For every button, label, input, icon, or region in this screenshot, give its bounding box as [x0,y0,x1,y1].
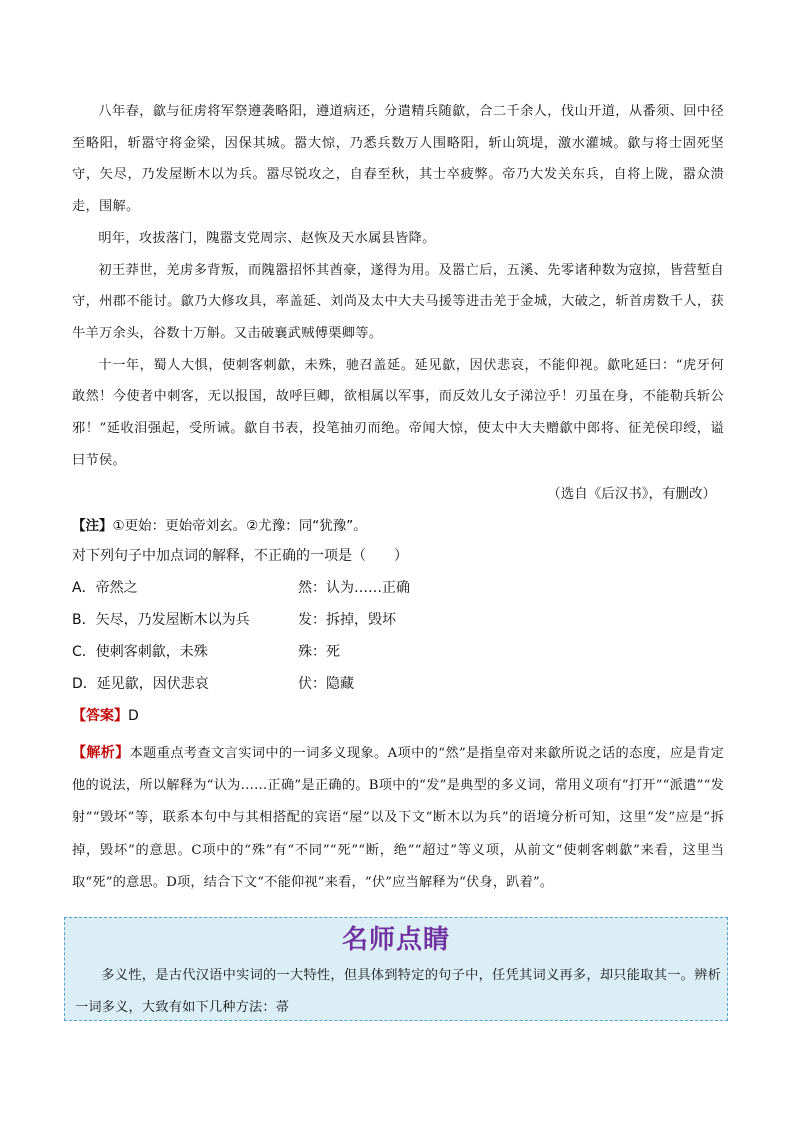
note-text: ①更始：更始帝刘玄。②尤豫：同“犹豫”。 [112,518,367,534]
option-d [72,673,732,695]
option-c [72,641,732,663]
passage-paragraph-4: 十一年，蜀人大惧，使刺客刺歙，未殊，驰召盖延。延见歙，因伏悲哀，不能仰视。歙叱延曰：“虎牙何敢然！今使者中刺客，无以报国，故呼巨卿，欲相属以军事，而反效儿女子涕泣乎！刃虽在身，不能勒兵斩公邪！”延收泪强起，受所诫。歙自书表，投笔抽刃而绝。帝闻大惊，使太中大夫赠歙中郎将、征羌侯印绶，谥曰节侯。 [72,357,724,468]
teacher-tip-box [64,917,728,1021]
note-label: 【注】 [72,518,113,534]
answer-value: D [128,708,139,724]
analysis-block [72,737,724,899]
analysis-text: 本题重点考查文言实词中的一词多义现象。A项中的“然”是指皇帝对来歙所说之话的态度，应是肯定他的说法，所以解释为“认为……正确”是正确的。B项中的“发”是典型的多义词，常用义项有“打开”“派遣”“发射”“毁坏”等，联系本句中与其相搭配的宾语“屋”以及下文“断木以为兵”的语境分析可知，这里“发”应是“拆掉，毁坏”的意思。C项中的“殊”有“不同”“死”“断，绝”“超过”等义项，从前文“使刺客刺歙”来看，这里当取“死”的意思。D项，结合下文“不能仰视”来看，“伏”应当解释为“伏身，趴着”。 [72,746,724,890]
option-c-explanation: 殊：死 [298,644,340,660]
passage-paragraph-1: 八年春，歙与征虏将军祭遵袭略阳，遵道病还，分遣精兵随歙，合二千余人，伐山开道，从番须、回中径至略阳，斩嚣守将金梁，因保其城。嚣大惊，乃悉兵数万人围略阳，斩山筑堤，激水灌城。歙与将士固死坚守，矢尽，乃发屋断木以为兵。嚣尽锐攻之，自春至秋，其士卒疲弊。帝乃大发关东兵，自将上陇，嚣众溃走，围解。 [72,104,724,215]
option-b-sentence: B．矢尽，乃发屋断木以为兵 [72,612,250,628]
passage-paragraph-3: 初王莽世，羌虏多背叛，而隗嚣招怀其酋豪，遂得为用。及嚣亡后，五溪、先零诸种数为寇掠，皆营堑自守，州郡不能讨。歙乃大修攻具，率盖延、刘尚及太中大夫马援等进击羌于金城，大破之，斩首虏数千人，获牛羊万余头，谷数十万斛。又击破襄武贼傅栗卿等。 [72,262,724,341]
option-a [72,577,732,599]
classical-passage [72,96,724,476]
analysis-label: 【解析】 [72,745,130,761]
tip-body: 多义性，是古代汉语中实词的一大特性，但具体到特定的句子中，任凭其词义再多，却只能取其一。辨析一词多义，大致有如下几种方法：菷 [75,968,721,1015]
option-b-explanation: 发：拆掉，毁坏 [298,612,396,628]
option-c-sentence: C．使刺客刺歙，未殊 [72,644,208,660]
option-a-sentence: A．帝然之 [72,580,138,596]
option-d-explanation: 伏：隐藏 [298,676,354,692]
answer-line [72,705,139,725]
option-a-explanation: 然：认为……正确 [298,580,410,596]
option-b [72,609,732,631]
passage-paragraph-2: 明年，攻拔落门，隗嚣支党周宗、赵恢及天水属县皆降。 [98,230,436,246]
tip-title: 名师点睛 [341,925,450,955]
answer-label: 【答案】 [72,708,128,724]
passage-source: （选自《后汉书》，有删改） [547,486,716,502]
question-stem: 对下列句子中加点词的解释，不正确的一项是（ ） [72,548,408,564]
option-d-sentence: D．延见歙，因伏悲哀 [72,676,209,692]
annotation-note [72,514,367,534]
